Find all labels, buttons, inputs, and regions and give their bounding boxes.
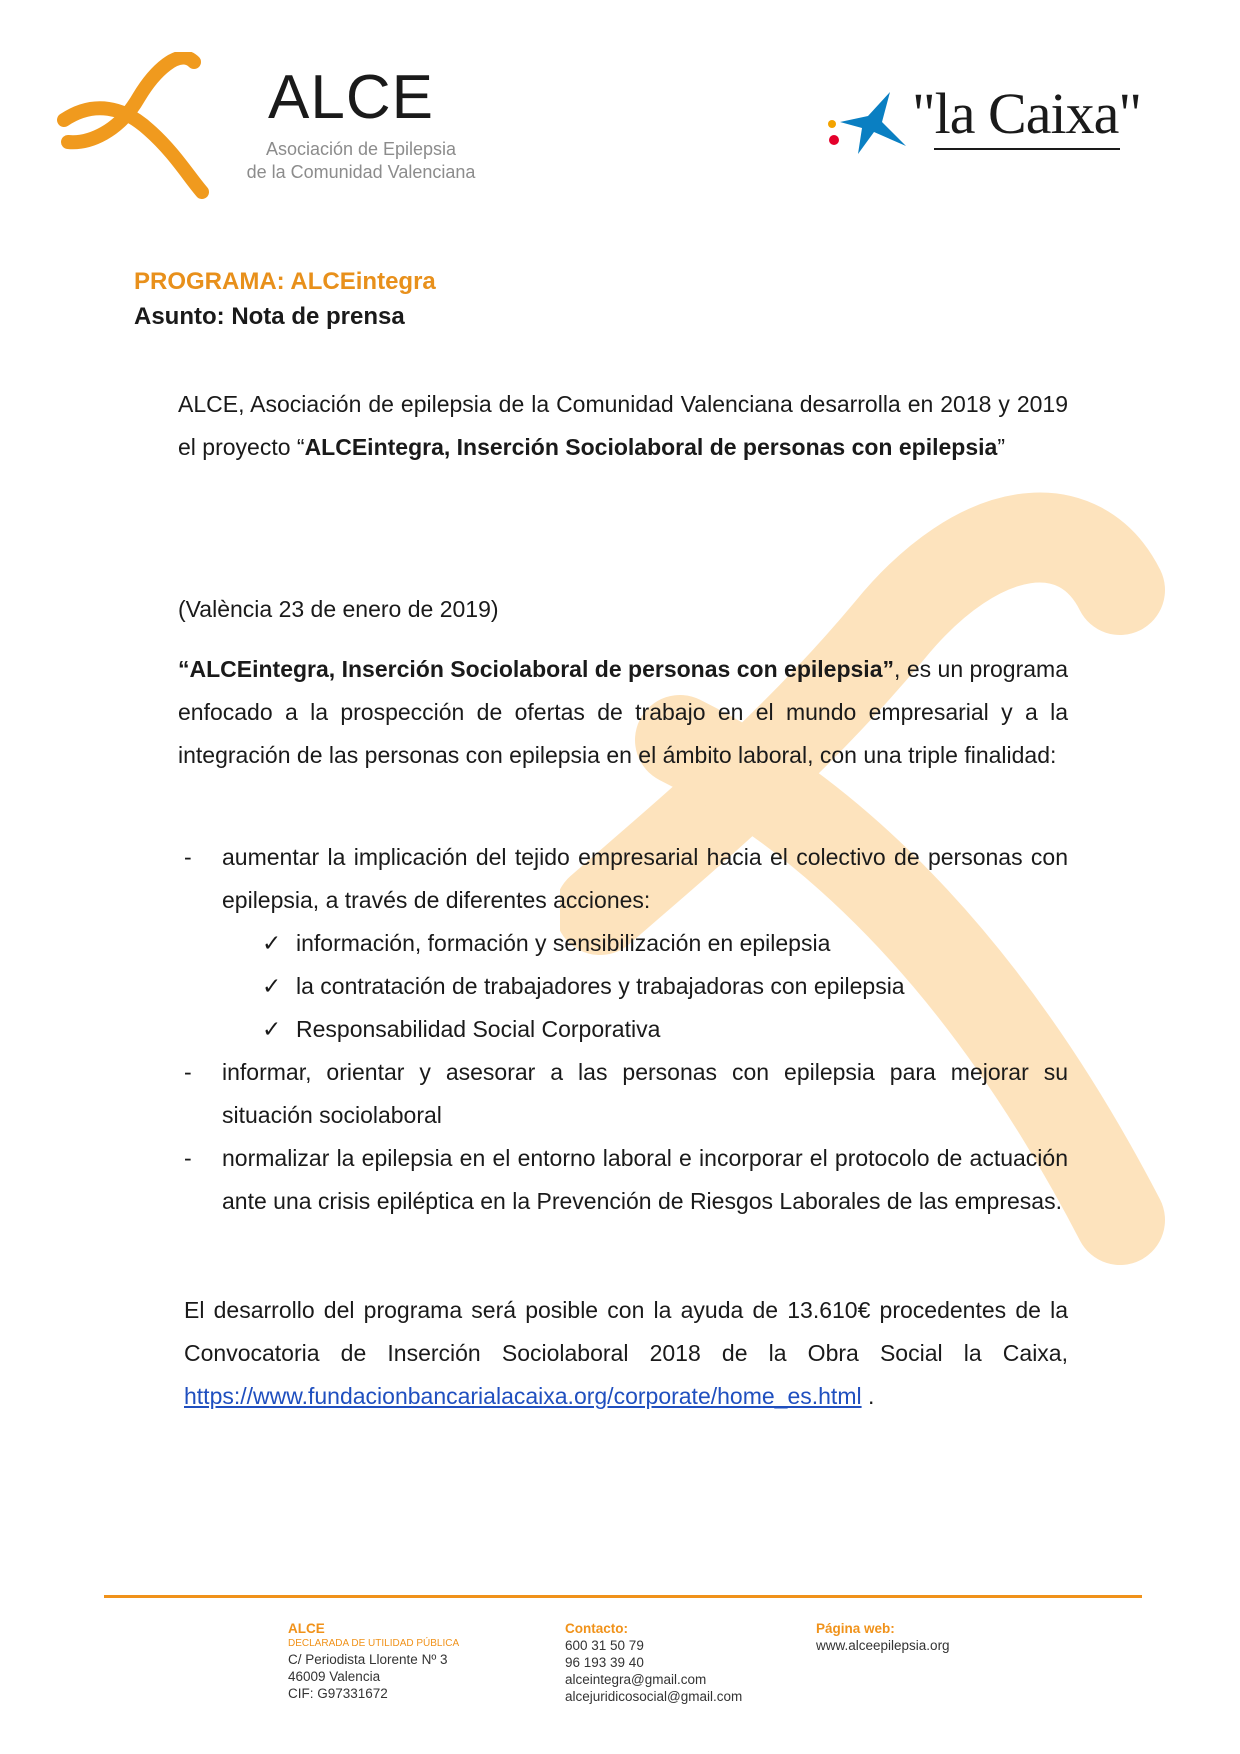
checkmark-icon: ✓ [262, 930, 282, 956]
footer-email-1: alceintegra@gmail.com [565, 1672, 707, 1687]
press-date: (València 23 de enero de 2019) [178, 596, 499, 622]
alce-logo-icon [54, 52, 214, 202]
footer-cif: CIF: G97331672 [288, 1686, 388, 1701]
alce-subtitle-line-2: de la Comunidad Valenciana [246, 162, 476, 182]
intro-text-1: ALCE, Asociación de epilepsia de la Comunidad Valenciana desarrolla en 2018 y 2019 el proyecto “ [178, 391, 1068, 460]
footer-email-2: alcejuridicosocial@gmail.com [565, 1689, 743, 1704]
description-paragraph [178, 648, 1068, 777]
funding-text: El desarrollo del programa será posible con la ayuda de 13.610€ procedentes de la Convocatoria de Inserción Sociolaboral 2018 de la Obra Social la Caixa, [184, 1297, 1068, 1366]
footer-web [816, 1620, 950, 1654]
list-item-text: normalizar la epilepsia en el entorno laboral e incorporar el protocolo de actuación ante una crisis epiléptica en la Prevención de Riesgos Laborales de las empresas. [222, 1145, 1068, 1214]
dash-bullet: - [184, 844, 192, 870]
caixa-website-link[interactable]: https://www.fundacionbancarialacaixa.org/corporate/home_es.html [184, 1383, 862, 1409]
list-item [178, 1137, 1068, 1223]
sub-list-item-text: Responsabilidad Social Corporativa [296, 1016, 661, 1042]
objectives-list [178, 836, 1068, 1223]
alce-name: ALCE [268, 63, 434, 132]
intro-project-name: ALCEintegra, Inserción Sociolaboral de personas con epilepsia [304, 434, 998, 460]
list-item-text: informar, orientar y asesorar a las personas con epilepsia para mejorar su situación sociolaboral [222, 1059, 1068, 1128]
list-item [178, 1051, 1068, 1137]
sub-list-item [178, 1008, 1068, 1051]
checkmark-icon: ✓ [262, 973, 282, 999]
footer-contact-title: Contacto: [565, 1621, 628, 1636]
footer-website: www.alceepilepsia.org [816, 1638, 950, 1653]
caixa-wordmark: "la Caixa" [912, 81, 1141, 146]
footer-web-title: Página web: [816, 1621, 895, 1636]
dash-bullet: - [184, 1145, 192, 1171]
intro-text-2: ” [997, 434, 1005, 460]
dash-bullet: - [184, 1059, 192, 1085]
description-project-name: “ALCEintegra, Inserción Sociolaboral de personas con epilepsia” [178, 656, 894, 682]
intro-paragraph [178, 383, 1068, 469]
footer-phone-2: 96 193 39 40 [565, 1655, 644, 1670]
funding-end: . [861, 1383, 875, 1409]
sub-list-item-text: información, formación y sensibilización en epilepsia [296, 930, 831, 956]
list-item [178, 836, 1068, 922]
sub-list-item [178, 965, 1068, 1008]
caixa-star-icon [820, 88, 910, 158]
alce-subtitle [236, 138, 486, 184]
program-title: PROGRAMA: ALCEintegra [134, 268, 436, 295]
checkmark-icon: ✓ [262, 1016, 282, 1042]
footer-street: C/ Periodista Llorente Nº 3 [288, 1652, 448, 1667]
caixa-underline [934, 148, 1120, 150]
footer-divider [104, 1595, 1142, 1598]
footer-phone-1: 600 31 50 79 [565, 1638, 644, 1653]
sub-list-item [178, 922, 1068, 965]
footer-org-name: ALCE [288, 1621, 325, 1636]
description-text: , es un programa enfocado a la prospección de ofertas de trabajo en el mundo empresarial y a la integración de las personas con epilepsia en el ámbito laboral, con una triple finalidad: [178, 656, 1068, 768]
funding-paragraph [184, 1289, 1068, 1418]
footer-contact [565, 1620, 742, 1705]
alce-subtitle-line-1: Asociación de Epilepsia [265, 139, 457, 159]
footer-public-utility: DECLARADA DE UTILIDAD PÚBLICA [288, 1638, 460, 1649]
footer-address [288, 1620, 459, 1702]
sub-list-item-text: la contratación de trabajadores y trabajadoras con epilepsia [296, 973, 905, 999]
list-item-text: aumentar la implicación del tejido empresarial hacia el colectivo de personas con epilepsia, a través de diferentes acciones: [222, 844, 1068, 913]
footer-city: 46009 Valencia [288, 1669, 381, 1684]
subject-line: Asunto: Nota de prensa [134, 303, 405, 330]
